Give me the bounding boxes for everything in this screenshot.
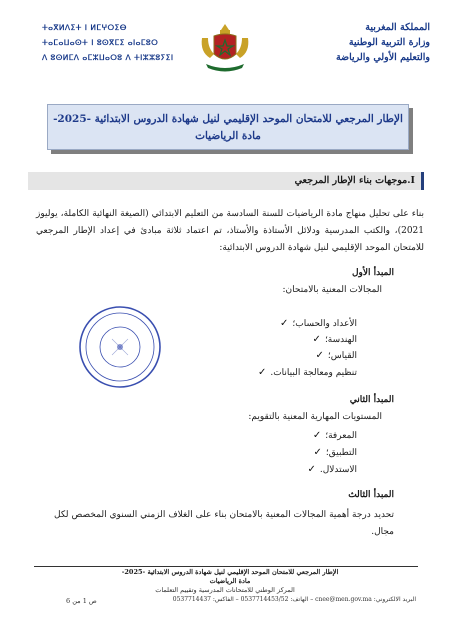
principle-3-title: المبدأ الثالث	[348, 490, 394, 500]
list-item	[313, 447, 357, 458]
list-item-text: القياس؛	[327, 350, 357, 361]
arabic-header	[300, 20, 430, 65]
intro-paragraph: بناء على تحليل منهاج مادة الرياضيات للسنة السادسة من التعليم الابتدائي (الصيغة النهائية الكاملة، يوليوز 2021)، والكتب المدرسية ودلائل الأستاذة والأستاذ، تم اعتماد ثلاثة مبادئ في إعداد الإطار المرجعي للامتحان الموحد الإقليمي لنيل شهادة الدروس الابتدائية:	[36, 209, 424, 253]
checkmark-icon: ✓	[313, 447, 322, 458]
principle-1-title: المبدأ الأول	[351, 268, 394, 278]
list-item-text: تنظيم ومعالجة البيانات.	[270, 367, 357, 378]
list-item-text: المعرفة؛	[325, 430, 357, 441]
list-item	[258, 367, 357, 378]
list-item	[313, 334, 357, 345]
document-title: الإطار المرجعي للامتحان الموحد الإقليمي لنيل شهادة الدروس الابتدائية -2025-	[53, 113, 403, 125]
checkmark-icon: ✓	[315, 350, 324, 361]
list-item	[316, 350, 358, 361]
list-item	[313, 430, 357, 441]
tifinagh-line: ⴷ ⵓⵙⵍⵎⴷ ⴰⵎⵣⵡⴰⵔⵓ ⴷ ⵜⵏⵣⵣⵓⵢⵉⵏ	[42, 53, 174, 62]
principle-2-title: المبدأ الثاني	[349, 395, 394, 405]
tifinagh-line: ⵜⴰⴳⵍⴷⵉⵜ ⵏ ⵍⵎⵖⵔⵉⴱ	[42, 23, 127, 32]
footer-center-name: المركز الوطني للامتحانات المدرسية وتقييم التعلمات	[155, 586, 295, 594]
kingdom-emblem-icon	[196, 20, 254, 76]
page-number: ص 1 من 6	[66, 597, 97, 605]
tifinagh-line: ⵜⴰⵎⴰⵡⴰⵙⵜ ⵏ ⵓⵙⴳⵎⵉ ⴰⵏⴰⵎⵓⵔ	[42, 38, 159, 47]
section-heading: I.موجهات بناء الإطار المرجعي	[28, 172, 424, 190]
checkmark-icon: ✓	[312, 430, 322, 441]
footer-subject-line: مادة الرياضيات	[209, 577, 251, 585]
footer-divider	[34, 566, 418, 567]
list-item-text: الاستدلال.	[319, 464, 357, 475]
arabic-line: وزارة التربية الوطنية	[348, 37, 430, 48]
footer-contact: البريد الالكتروني: cnee@men.gov.ma – الهاتف: 0537714453/52 – الفاكس: 0537714437	[172, 596, 416, 603]
principle-2-subtitle: المستويات المهارية المعنية بالتقويم:	[248, 412, 382, 422]
footer-title	[120, 568, 340, 586]
arabic-line: المملكة المغربية	[365, 22, 430, 33]
document-title-box	[47, 104, 409, 150]
list-item-text: التطبيق؛	[325, 447, 357, 458]
arabic-line: والتعليم الأولي والرياضة	[335, 52, 430, 63]
list-item-text: الأعداد والحساب؛	[292, 318, 357, 329]
principle-1-subtitle: المجالات المعنية بالامتحان:	[282, 285, 382, 295]
principle-3-text: تحديد درجة أهمية المجالات المعنية بالامتحان بناء على الغلاف الزمني السنوي المخصص لكل مجال.	[54, 510, 394, 537]
footer-title-line: الإطار المرجعي للامتحان الموحد الإقليمي لنيل شهادة الدروس الابتدائية -2025-	[121, 568, 339, 576]
list-item-text: الهندسة؛	[324, 334, 357, 345]
checkmark-icon: ✓	[257, 367, 267, 378]
document-subject: مادة الرياضيات	[195, 130, 261, 142]
official-stamp-icon	[78, 305, 162, 389]
checkmark-icon: ✓	[280, 318, 289, 329]
list-item	[307, 464, 357, 475]
list-item	[280, 318, 357, 329]
checkmark-icon: ✓	[307, 464, 316, 475]
checkmark-icon: ✓	[312, 334, 321, 345]
tifinagh-header	[42, 20, 182, 65]
